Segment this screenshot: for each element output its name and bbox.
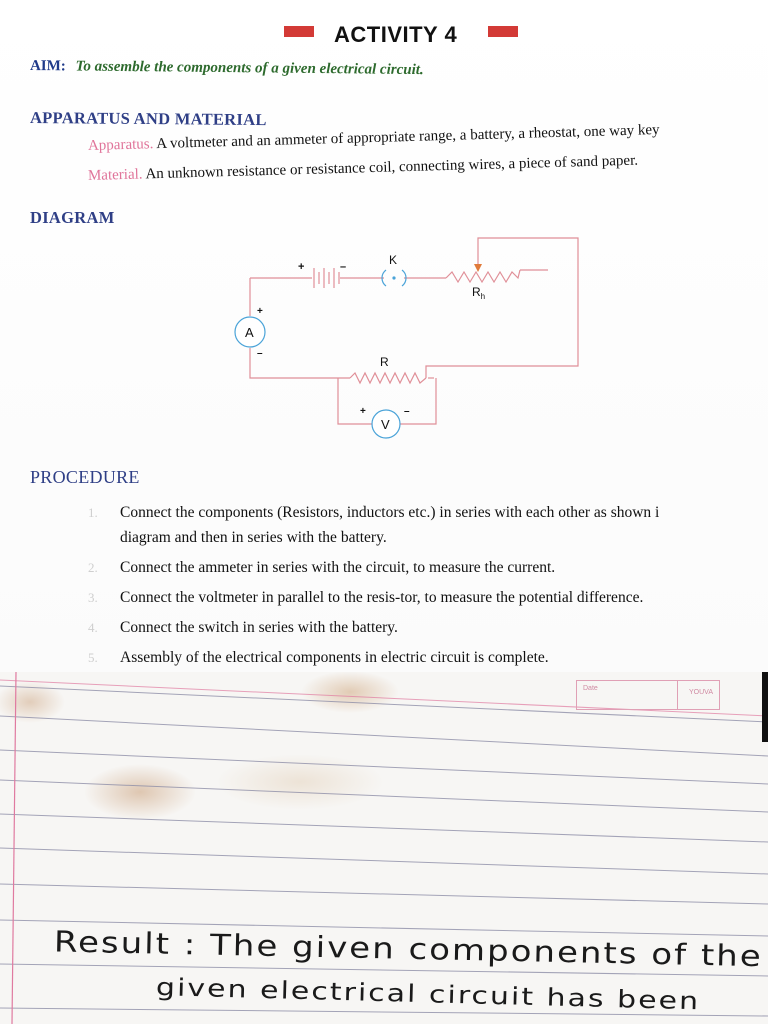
step-number: 1. bbox=[88, 505, 98, 520]
battery-symbol bbox=[314, 268, 339, 288]
page-edge-shadow bbox=[762, 672, 768, 742]
circuit-diagram bbox=[228, 230, 588, 440]
date-label: Date bbox=[583, 685, 598, 692]
step-text: Connect the switch in series with the battery. bbox=[120, 619, 398, 636]
wire-right bbox=[426, 238, 578, 378]
step-text: Connect the components (Resistors, inductors etc.) in series with each other as shown i bbox=[120, 504, 660, 521]
handwritten-result-line-2: given electrical circuit has been bbox=[155, 973, 701, 1016]
procedure-step bbox=[88, 619, 398, 637]
key-symbol bbox=[382, 270, 406, 286]
step-text: Connect the voltmeter in parallel to the resis-tor, to measure the potential difference. bbox=[120, 589, 644, 606]
step-text: Connect the ammeter in series with the circuit, to measure the current. bbox=[120, 559, 556, 576]
rheostat-zigzag bbox=[446, 270, 520, 282]
apparatus-text: A voltmeter and an ammeter of appropriate range, a battery, a rheostat, one way key bbox=[156, 122, 660, 153]
aim-label: AIM: bbox=[29, 58, 66, 75]
wire-volt-branch bbox=[338, 378, 372, 424]
material-label: Material. bbox=[87, 166, 143, 184]
rheostat-arrow bbox=[474, 264, 482, 272]
key-label: K bbox=[389, 253, 398, 267]
step-number: 4. bbox=[88, 620, 98, 635]
date-divider bbox=[677, 681, 678, 709]
notebook-page bbox=[0, 672, 768, 1024]
title-bar-right bbox=[488, 26, 518, 37]
title-bar-left bbox=[284, 26, 314, 37]
step-text: Assembly of the electrical components in electric circuit is complete. bbox=[120, 649, 549, 666]
apparatus-label: Apparatus. bbox=[87, 136, 154, 154]
wire-left-lower bbox=[250, 348, 350, 378]
voltmeter-minus: – bbox=[404, 406, 410, 417]
step-number: 2. bbox=[88, 560, 98, 575]
material-line bbox=[88, 153, 639, 185]
ammeter-minus: – bbox=[257, 348, 263, 359]
voltmeter-plus: + bbox=[360, 406, 366, 417]
apparatus-heading: APPARATUS AND MATERIAL bbox=[29, 108, 267, 130]
wire-volt-branch-right bbox=[400, 378, 436, 424]
step-number: 5. bbox=[88, 650, 98, 665]
procedure-step bbox=[88, 589, 643, 607]
battery-minus: – bbox=[340, 261, 347, 273]
handwritten-result-line-1: Result : The given components of the bbox=[53, 925, 764, 974]
procedure-step bbox=[88, 504, 659, 522]
rheostat-label: $R_h$ bbox=[472, 285, 486, 301]
date-box bbox=[576, 680, 720, 710]
aim-text: To assemble the components of a given electrical circuit. bbox=[75, 58, 424, 79]
resistor-label: R bbox=[380, 355, 389, 369]
diagram-heading: DIAGRAM bbox=[30, 208, 115, 227]
procedure-step bbox=[88, 559, 555, 577]
notebook-brand: YOUVA bbox=[689, 689, 713, 696]
step-text-continued: diagram and then in series with the battery. bbox=[120, 529, 387, 546]
procedure-heading: PROCEDURE bbox=[30, 467, 140, 487]
ammeter-label: A bbox=[245, 325, 254, 340]
resistor-zigzag bbox=[350, 373, 426, 383]
battery-plus: + bbox=[298, 261, 305, 273]
page-title: ACTIVITY 4 bbox=[334, 22, 458, 47]
material-text: An unknown resistance or resistance coil, connecting wires, a piece of sand paper. bbox=[145, 152, 639, 183]
step-number: 3. bbox=[88, 590, 98, 605]
procedure-step bbox=[88, 649, 549, 667]
aim-line bbox=[30, 58, 424, 79]
voltmeter-label: V bbox=[381, 417, 390, 432]
ammeter-plus: + bbox=[257, 306, 263, 317]
title-row bbox=[0, 22, 768, 52]
